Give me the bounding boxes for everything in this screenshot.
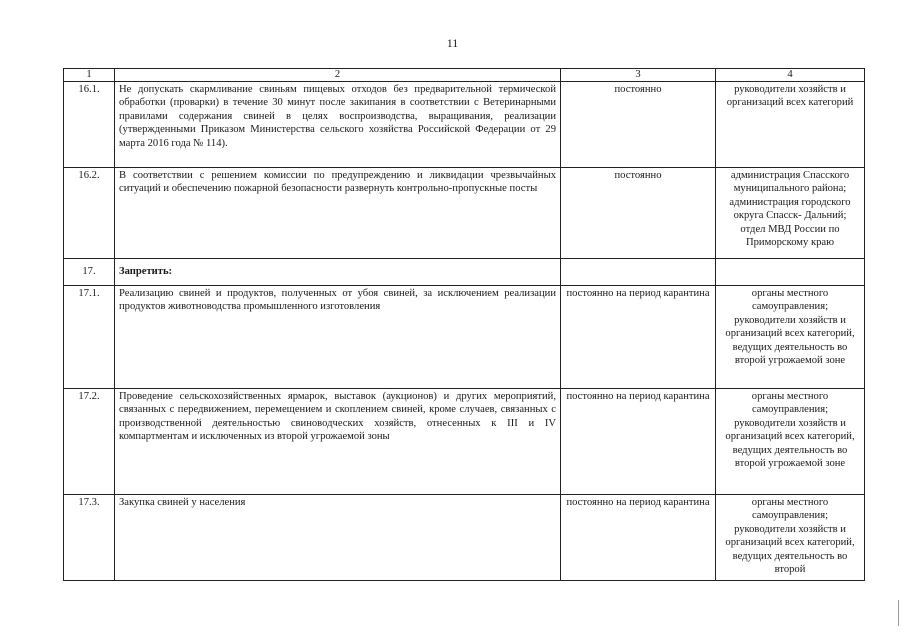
header-col-2: 2 — [115, 69, 561, 82]
table-row — [64, 259, 865, 286]
row-responsible: администрация Спасского муниципального района; администрация городского округа Спасск- Дальний; отдел МВД России по Приморскому краю — [716, 168, 865, 259]
row-responsible: органы местного самоуправления; руководители хозяйств и организаций всех категорий, ведущих деятельность во второй — [716, 495, 865, 581]
row-measure: В соответствии с решением комиссии по предупреждению и ликвидации чрезвычайных ситуаций и обеспечению пожарной безопасности развернуть контрольно-пропускные посты — [115, 168, 561, 259]
row-number: 17. — [64, 259, 115, 286]
row-number: 17.2. — [64, 389, 115, 495]
row-responsible — [716, 259, 865, 286]
row-measure: Проведение сельскохозяйственных ярмарок, выставок (аукционов) и других мероприятий, связанных с передвижением, перемещением и скоплением свиней, кроме случаев, связанных с производственной деятельностью свиноводческих хозяйств, отнесенных к III и IV компартментам и исключенных из второй угрожаемой зоны — [115, 389, 561, 495]
row-number: 17.1. — [64, 286, 115, 389]
table-row — [64, 286, 865, 389]
row-measure: Закупка свиней у населения — [115, 495, 561, 581]
row-responsible: руководители хозяйств и организаций всех категорий — [716, 82, 865, 168]
row-term: постоянно — [561, 168, 716, 259]
row-measure: Реализацию свиней и продуктов, полученных от убоя свиней, за исключением реализации продуктов животноводства промышленного изготовления — [115, 286, 561, 389]
row-number: 16.1. — [64, 82, 115, 168]
row-term: постоянно — [561, 82, 716, 168]
row-term — [561, 259, 716, 286]
scan-edge-mark — [898, 600, 899, 626]
header-col-3: 3 — [561, 69, 716, 82]
measures-table — [63, 68, 865, 581]
row-measure: Не допускать скармливание свиньям пищевых отходов без предварительной термической обработки (проварки) в течение 30 минут после закипания в соответствии с Ветеринарными правилами содержания свиней в целях воспроизводства, выращивания, реализации (утвержденными Приказом Министерства сельского хозяйства Российской Федерации от 29 марта 2016 года № 114). — [115, 82, 561, 168]
page-number: 11 — [446, 36, 459, 50]
header-col-4: 4 — [716, 69, 865, 82]
row-measure: Запретить: — [115, 259, 561, 286]
row-term: постоянно на период карантина — [561, 286, 716, 389]
row-term: постоянно на период карантина — [561, 389, 716, 495]
table-row — [64, 82, 865, 168]
header-col-1: 1 — [64, 69, 115, 82]
table-row — [64, 495, 865, 581]
row-number: 17.3. — [64, 495, 115, 581]
table-header-row — [64, 69, 865, 82]
table-row — [64, 389, 865, 495]
row-responsible: органы местного самоуправления; руководители хозяйств и организаций всех категорий, ведущих деятельность во второй угрожаемой зоне — [716, 286, 865, 389]
row-term: постоянно на период карантина — [561, 495, 716, 581]
table-row — [64, 168, 865, 259]
row-number: 16.2. — [64, 168, 115, 259]
row-responsible: органы местного самоуправления; руководители хозяйств и организаций всех категорий, ведущих деятельность во второй угрожаемой зоне — [716, 389, 865, 495]
